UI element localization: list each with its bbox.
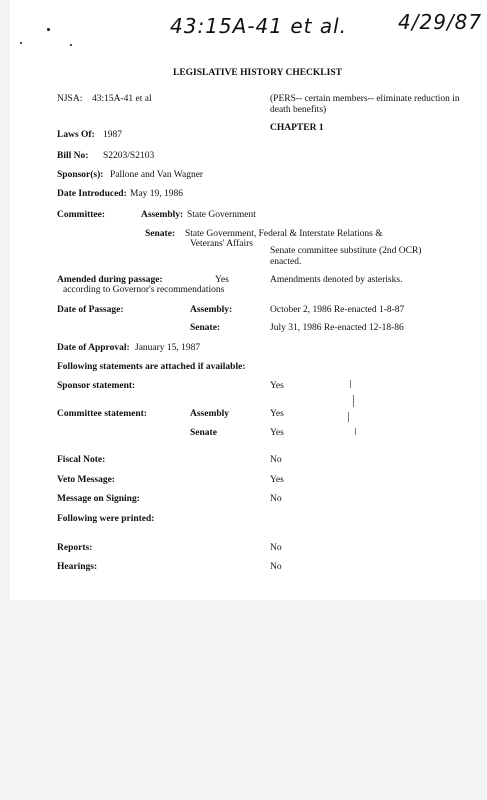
- veto-message-value: Yes: [270, 475, 284, 485]
- committee-assembly-value: State Government: [187, 210, 256, 220]
- laws-of-value: 1987: [103, 130, 122, 140]
- njsa-label: NJSA:: [57, 94, 83, 104]
- approval-label: Date of Approval:: [57, 343, 130, 353]
- sponsors-value: Pallone and Van Wagner: [110, 170, 204, 180]
- fiscal-note-value: No: [270, 455, 282, 465]
- committee-statement-assembly-label: Assembly: [190, 409, 230, 419]
- committee-statement-label: Committee statement:: [57, 409, 147, 419]
- amended-sub: according to Governor's recommendations: [63, 285, 225, 295]
- passage-senate-value: July 31, 1986 Re-enacted 12-18-86: [270, 323, 404, 333]
- fiscal-note-label: Fiscal Note:: [57, 455, 106, 465]
- committee-senate-value-2: Veterans' Affairs: [190, 239, 254, 249]
- chapter: CHAPTER 1: [270, 123, 324, 133]
- message-signing-label: Message on Signing:: [57, 494, 140, 504]
- following-attached: Following statements are attached if available:: [57, 362, 246, 372]
- speck: [70, 44, 72, 46]
- reports-value: No: [270, 543, 282, 553]
- approval-value: January 15, 1987: [135, 343, 201, 353]
- stray-mark: [355, 428, 356, 435]
- sponsor-statement-value: Yes: [270, 381, 284, 391]
- speck: [47, 28, 50, 31]
- stray-mark: [348, 412, 349, 422]
- speck: [20, 42, 22, 44]
- bill-no-value: S2203/S2103: [103, 151, 155, 161]
- sponsors-label: Sponsor(s):: [57, 170, 104, 180]
- passage-assembly-value: October 2, 1986 Re-enacted 1-8-87: [270, 305, 405, 315]
- stray-mark: [353, 395, 354, 407]
- committee-senate-note: Senate committee substitute (2nd OCR) enacted.: [270, 246, 422, 267]
- veto-message-label: Veto Message:: [57, 475, 115, 485]
- following-printed: Following were printed:: [57, 514, 155, 524]
- njsa-value: 43:15A-41 et al: [92, 94, 152, 104]
- document-page: [10, 0, 487, 600]
- committee-statement-senate-label: Senate: [190, 428, 217, 438]
- committee-statement-assembly-value: Yes: [270, 409, 284, 419]
- page-title: LEGISLATIVE HISTORY CHECKLIST: [173, 68, 342, 78]
- passage-assembly-label: Assembly:: [190, 305, 233, 315]
- date-introduced-value: May 19, 1986: [130, 189, 184, 199]
- stray-mark: [350, 380, 351, 388]
- message-signing-value: No: [270, 494, 282, 504]
- hearings-value: No: [270, 562, 282, 572]
- date-introduced-label: Date Introduced:: [57, 189, 127, 199]
- laws-of-label: Laws Of:: [57, 130, 95, 140]
- subject: (PERS-- certain members-- eliminate reduction in death benefits): [270, 94, 460, 115]
- reports-label: Reports:: [57, 543, 93, 553]
- amended-value: Yes: [215, 275, 229, 285]
- committee-statement-senate-value: Yes: [270, 428, 284, 438]
- passage-senate-label: Senate:: [190, 323, 221, 333]
- bill-no-label: Bill No:: [57, 151, 89, 161]
- handwritten-date: 4/29/87: [398, 10, 483, 34]
- hearings-label: Hearings:: [57, 562, 98, 572]
- committee-senate-value-1: State Government, Federal & Interstate Relations &: [185, 229, 383, 239]
- committee-label: Committee:: [57, 210, 106, 220]
- handwritten-code: 43:15A-41 et al.: [170, 14, 348, 38]
- amended-label: Amended during passage:: [57, 275, 163, 285]
- amended-note: Amendments denoted by asterisks.: [270, 275, 403, 285]
- sponsor-statement-label: Sponsor statement:: [57, 381, 136, 391]
- passage-label: Date of Passage:: [57, 305, 124, 315]
- committee-assembly-label: Assembly:: [141, 210, 184, 220]
- committee-senate-label: Senate:: [145, 229, 176, 239]
